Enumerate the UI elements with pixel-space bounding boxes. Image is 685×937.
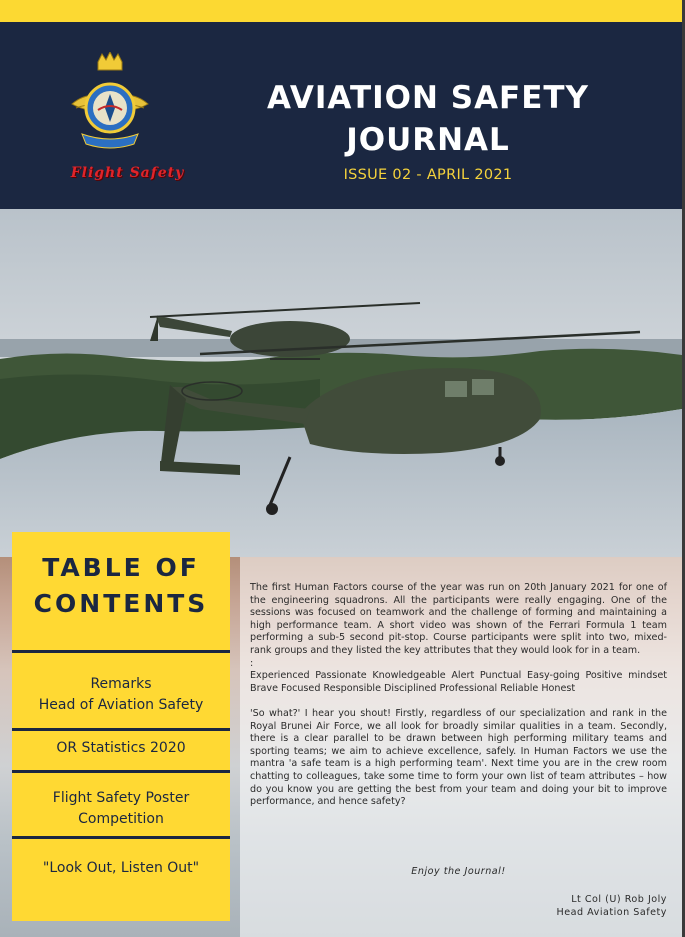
toc-divider xyxy=(12,650,230,653)
toc-heading-line2: CONTENTS xyxy=(33,589,209,618)
journal-title-line1: AVIATION SAFETY xyxy=(266,80,590,116)
flight-safety-brand-label: Flight Safety xyxy=(70,165,185,181)
signature-block xyxy=(420,894,667,919)
table-of-contents xyxy=(12,532,230,921)
team-attributes-list: Experienced Passionate Knowledgeable Alert Punctual Easy-going Positive mindset Brave Focused Responsible Disciplined Professional Reliable Honest xyxy=(250,670,667,694)
article-body xyxy=(250,582,667,809)
air-force-emblem-icon xyxy=(68,52,152,160)
toc-item-or-statistics[interactable] xyxy=(12,738,230,759)
article-paragraph: The first Human Factors course of the year was run on 20th January 2021 for one of the engineering squadrons. All the participants were really engaging. One of the sessions was focused on teamwork and the challenge of forming and maintaining a high performance team. A short video was shown of the Ferrari Formula 1 team performing a sub-5 second pit-stop. Course participants were split into two, mixed-rank groups and they listed the key attributes that they would look for in a team. xyxy=(250,582,667,656)
toc-item-look-out-listen-out[interactable] xyxy=(12,858,230,879)
toc-item-line: Head of Aviation Safety xyxy=(38,697,204,713)
article-separator: : xyxy=(250,657,254,669)
journal-title xyxy=(232,77,624,161)
journal-header xyxy=(0,22,682,209)
toc-divider xyxy=(12,836,230,839)
article-paragraph: 'So what?' I hear you shout! Firstly, regardless of our specialization and rank in the Royal Brunei Air Force, we all look for broadly similar qualities in a team. Secondly, there is a clear parallel to be drawn between high performing military teams and sporting teams; we aim to achieve excellence, safely. In Human Factors we use the mantra 'a safe team is a high performing team'. Next time you are in the crew room chatting to colleagues, take some time to form your own list of team attributes – how do you know you are getting the best from your team and doing your bit to improve performance, and hence safety? xyxy=(250,707,667,808)
toc-item-line: "Look Out, Listen Out" xyxy=(42,860,200,876)
toc-item-poster-competition[interactable] xyxy=(12,788,230,830)
toc-heading-line1: TABLE OF xyxy=(42,553,200,582)
toc-item-line: Competition xyxy=(78,811,164,827)
closing-line: Enjoy the Journal! xyxy=(411,866,506,877)
toc-heading xyxy=(12,550,230,622)
toc-item-line: OR Statistics 2020 xyxy=(56,740,186,756)
cover-photo xyxy=(0,209,682,557)
journal-title-line2: JOURNAL xyxy=(346,122,510,158)
toc-divider xyxy=(12,728,230,731)
toc-divider xyxy=(12,770,230,773)
top-accent-strip xyxy=(0,0,682,22)
toc-item-line: Remarks xyxy=(90,676,152,692)
toc-item-line: Flight Safety Poster xyxy=(52,790,190,806)
signature-name: Lt Col (U) Rob Joly xyxy=(571,894,667,905)
signature-title: Head Aviation Safety xyxy=(556,906,667,918)
issue-date: ISSUE 02 - APRIL 2021 xyxy=(343,167,513,183)
toc-item-remarks[interactable] xyxy=(12,674,230,716)
